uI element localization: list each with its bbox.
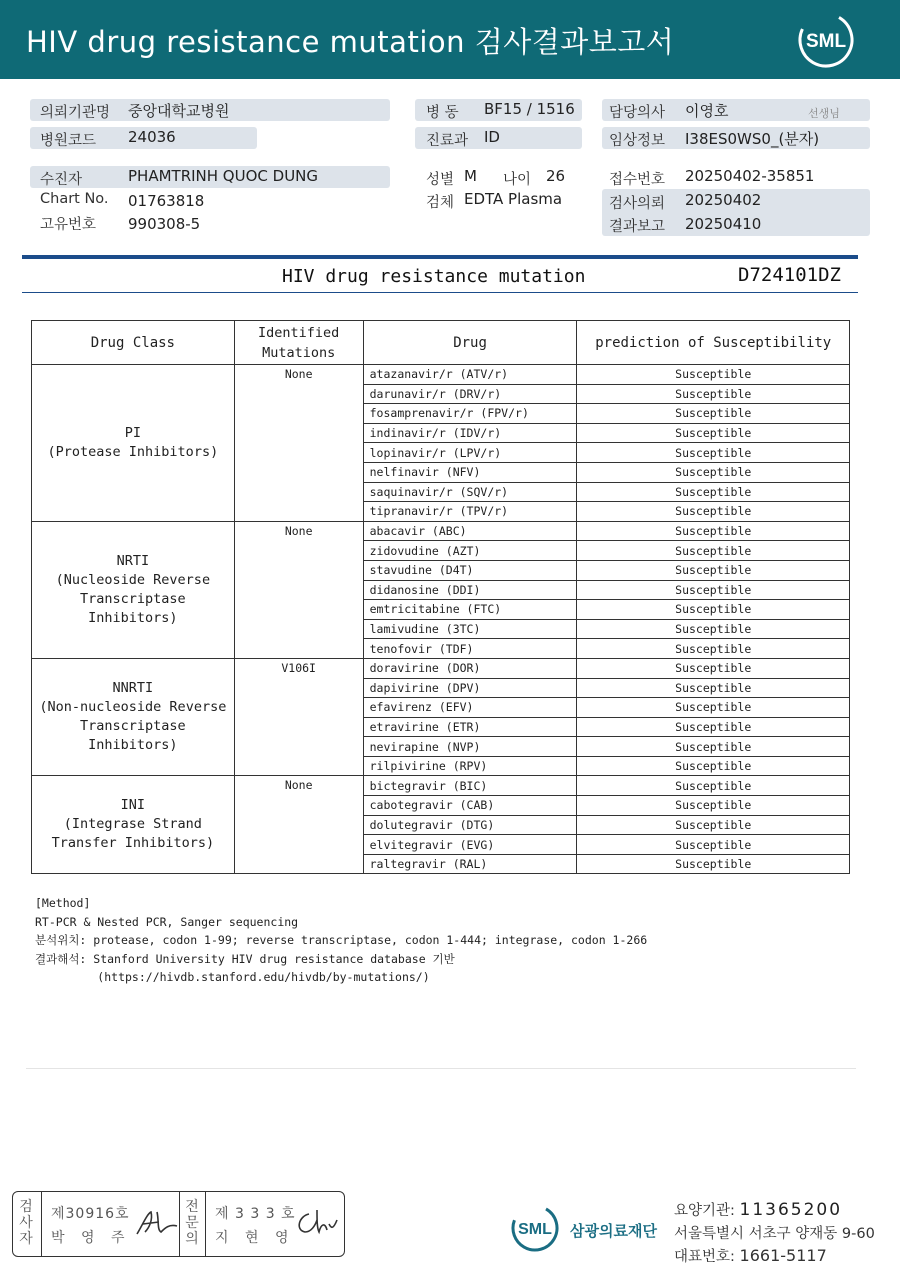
method-line: 결과해석: Stanford University HIV drug resistance database 기반 — [35, 951, 455, 966]
susceptibility-cell: Susceptible — [577, 600, 850, 620]
drug-name-cell: etravirine (ETR) — [363, 717, 577, 737]
mutation-cell: None — [234, 521, 363, 658]
age-label: 나이 — [503, 172, 532, 188]
receipt-value: 20250402-35851 — [685, 167, 815, 185]
report-date-label: 결과보고 — [609, 219, 666, 235]
drug-name-cell: emtricitabine (FTC) — [363, 600, 577, 620]
table-row — [32, 776, 850, 796]
drug-name-cell: fosamprenavir/r (FPV/r) — [363, 404, 577, 424]
susceptibility-cell: Susceptible — [577, 541, 850, 561]
dept-value: ID — [484, 128, 500, 146]
results-table — [31, 320, 850, 874]
drug-name-cell: stavudine (D4T) — [363, 560, 577, 580]
susceptibility-cell: Susceptible — [577, 854, 850, 874]
susceptibility-cell: Susceptible — [577, 619, 850, 639]
drug-name-cell: zidovudine (AZT) — [363, 541, 577, 561]
signature-divider — [205, 1192, 206, 1256]
drug-name-cell: didanosine (DDI) — [363, 580, 577, 600]
method-line: RT-PCR & Nested PCR, Sanger sequencing — [35, 914, 299, 929]
footer-institution-value: 11365200 — [739, 1200, 843, 1220]
method-line: 분석위치: protease, codon 1-99; reverse transcriptase, codon 1-444; integrase, codon 1-266 — [35, 933, 648, 947]
specialist-license: 제 3 3 3 호 — [215, 1206, 296, 1222]
clinical-label: 임상정보 — [609, 133, 666, 149]
doctor-label: 담당의사 — [609, 105, 666, 121]
footer-phone — [674, 1245, 827, 1266]
drug-name-cell: saquinavir/r (SQV/r) — [363, 482, 577, 502]
divider-bottom — [22, 292, 858, 293]
table-header-row — [32, 321, 850, 365]
method-heading: [Method] — [35, 896, 91, 910]
mutation-cell: None — [234, 365, 363, 522]
tester-license: 제30916호 — [51, 1206, 130, 1222]
drug-name-cell: abacavir (ABC) — [363, 521, 577, 541]
signature-divider — [179, 1192, 180, 1256]
mutation-cell: None — [234, 776, 363, 874]
drug-name-cell: tipranavir/r (TPV/r) — [363, 502, 577, 522]
tester-name: 박 영 주 — [51, 1230, 131, 1246]
unique-label: 고유번호 — [40, 217, 97, 233]
divider-top — [22, 255, 858, 259]
mutation-cell: V106I — [234, 658, 363, 776]
patient-label: 수진자 — [40, 172, 83, 188]
tester-signature-icon — [133, 1206, 181, 1240]
institution-label: 의뢰기관명 — [40, 105, 111, 121]
drug-name-cell: atazanavir/r (ATV/r) — [363, 365, 577, 385]
susceptibility-cell: Susceptible — [577, 737, 850, 757]
susceptibility-cell: Susceptible — [577, 717, 850, 737]
age-value: 26 — [546, 167, 566, 185]
footer-org-name: 삼광의료재단 — [570, 1222, 657, 1240]
specimen-value: EDTA Plasma — [464, 190, 563, 208]
susceptibility-cell: Susceptible — [577, 560, 850, 580]
susceptibility-cell: Susceptible — [577, 698, 850, 718]
page-title: HIV drug resistance mutation 검사결과보고서 — [26, 25, 675, 59]
chart-label: Chart No. — [40, 191, 109, 207]
footer-phone-label: 대표번호: — [674, 1249, 740, 1265]
susceptibility-cell: Susceptible — [577, 423, 850, 443]
drug-name-cell: doravirine (DOR) — [363, 658, 577, 678]
report-header — [0, 0, 900, 79]
request-value: 20250402 — [685, 191, 762, 209]
susceptibility-cell: Susceptible — [577, 658, 850, 678]
patient-value: PHAMTRINH QUOC DUNG — [128, 167, 319, 185]
signature-box — [12, 1191, 345, 1257]
institution-value: 중앙대학교병원 — [128, 102, 230, 120]
drug-name-cell: darunavir/r (DRV/r) — [363, 384, 577, 404]
specialist-signature-icon — [291, 1206, 341, 1240]
susceptibility-cell: Susceptible — [577, 835, 850, 855]
drug-class-line: INI — [120, 797, 146, 814]
susceptibility-cell: Susceptible — [577, 384, 850, 404]
drug-name-cell: efavirenz (EFV) — [363, 698, 577, 718]
drug-class-line: PI — [124, 424, 141, 441]
footer-institution-number — [674, 1199, 842, 1220]
dept-label: 진료과 — [426, 133, 469, 149]
signature-divider — [41, 1192, 42, 1256]
susceptibility-cell: Susceptible — [577, 678, 850, 698]
drug-class-line: (Integrase Strand — [63, 816, 202, 833]
susceptibility-cell: Susceptible — [577, 404, 850, 424]
footer-logo-text: SML — [518, 1221, 552, 1238]
sex-value: M — [464, 167, 477, 185]
sex-label: 성별 — [426, 172, 455, 188]
drug-name-cell: dolutegravir (DTG) — [363, 815, 577, 835]
hospital-code-label: 병원코드 — [40, 133, 97, 149]
drug-class-line: (Nucleoside Reverse — [55, 571, 211, 588]
susceptibility-cell: Susceptible — [577, 502, 850, 522]
ward-label: 병 동 — [426, 105, 459, 121]
chart-value: 01763818 — [128, 192, 205, 210]
table-row — [32, 521, 850, 541]
drug-name-cell: elvitegravir (EVG) — [363, 835, 577, 855]
footer-separator — [26, 1068, 856, 1069]
sml-footer-logo-icon — [510, 1203, 560, 1253]
drug-name-cell: cabotegravir (CAB) — [363, 796, 577, 816]
susceptibility-cell: Susceptible — [577, 580, 850, 600]
drug-class-line: (Non-nucleoside Reverse — [39, 699, 227, 716]
drug-name-cell: rilpivirine (RPV) — [363, 756, 577, 776]
specimen-label: 검체 — [426, 195, 455, 211]
method-line: (https://hivdb.stanford.edu/hivdb/by-mutations/) — [35, 970, 430, 984]
drug-class-line: (Protease Inhibitors) — [47, 443, 219, 460]
method-section — [35, 894, 647, 987]
header-logo-text: SML — [805, 31, 847, 52]
drug-name-cell: tenofovir (TDF) — [363, 639, 577, 659]
report-code: D724101DZ — [738, 264, 841, 286]
drug-class-line: Transfer Inhibitors) — [51, 835, 215, 852]
susceptibility-cell: Susceptible — [577, 521, 850, 541]
drug-name-cell: lopinavir/r (LPV/r) — [363, 443, 577, 463]
report-title: HIV drug resistance mutation — [282, 266, 586, 287]
doctor-suffix: 선생님 — [808, 107, 840, 120]
drug-name-cell: bictegravir (BIC) — [363, 776, 577, 796]
drug-name-cell: nevirapine (NVP) — [363, 737, 577, 757]
drug-name-cell: indinavir/r (IDV/r) — [363, 423, 577, 443]
ward-value: BF15 / 1516 — [484, 100, 575, 118]
receipt-label: 접수번호 — [609, 172, 666, 188]
footer-address: 서울특별시 서초구 양재동 9-60 — [674, 1226, 875, 1242]
header-drug-class: Drug Class — [32, 321, 235, 365]
susceptibility-cell: Susceptible — [577, 796, 850, 816]
drug-class-line: NRTI — [116, 552, 150, 569]
sml-logo-icon — [796, 10, 856, 70]
susceptibility-cell: Susceptible — [577, 365, 850, 385]
footer-phone-value: 1661-5117 — [739, 1246, 827, 1265]
table-row — [32, 365, 850, 385]
table-row — [32, 658, 850, 678]
drug-name-cell: raltegravir (RAL) — [363, 854, 577, 874]
drug-name-cell: lamivudine (3TC) — [363, 619, 577, 639]
susceptibility-cell: Susceptible — [577, 443, 850, 463]
signature-role-tester: 검사자 — [19, 1199, 33, 1247]
susceptibility-cell: Susceptible — [577, 482, 850, 502]
susceptibility-cell: Susceptible — [577, 815, 850, 835]
clinical-value: I38ES0WS0_(분자) — [685, 130, 820, 148]
drug-class-cell — [32, 658, 235, 776]
signature-role-specialist: 전문의 — [185, 1199, 199, 1247]
susceptibility-cell: Susceptible — [577, 756, 850, 776]
specialist-name: 지 현 영 — [215, 1230, 295, 1246]
header-identified-mutations — [234, 321, 363, 365]
doctor-value: 이영호 — [685, 102, 729, 120]
request-label: 검사의뢰 — [609, 196, 666, 212]
drug-class-line: Transcriptase Inhibitors) — [80, 590, 186, 626]
unique-value: 990308-5 — [128, 215, 201, 233]
drug-class-line: Transcriptase Inhibitors) — [80, 718, 186, 754]
susceptibility-cell: Susceptible — [577, 639, 850, 659]
results-body — [32, 365, 850, 874]
header-prediction: prediction of Susceptibility — [577, 321, 850, 365]
report-date-value: 20250410 — [685, 215, 762, 233]
susceptibility-cell: Susceptible — [577, 462, 850, 482]
hospital-code-value: 24036 — [128, 128, 176, 146]
susceptibility-cell: Susceptible — [577, 776, 850, 796]
drug-name-cell: dapivirine (DPV) — [363, 678, 577, 698]
drug-class-cell — [32, 776, 235, 874]
footer-institution-label: 요양기관: — [674, 1203, 740, 1219]
drug-class-cell — [32, 521, 235, 658]
header-identified-mutations-text: Identified Mutations — [258, 324, 340, 361]
drug-name-cell: nelfinavir (NFV) — [363, 462, 577, 482]
drug-class-cell — [32, 365, 235, 522]
drug-class-line: NNRTI — [112, 680, 154, 697]
header-drug: Drug — [363, 321, 577, 365]
